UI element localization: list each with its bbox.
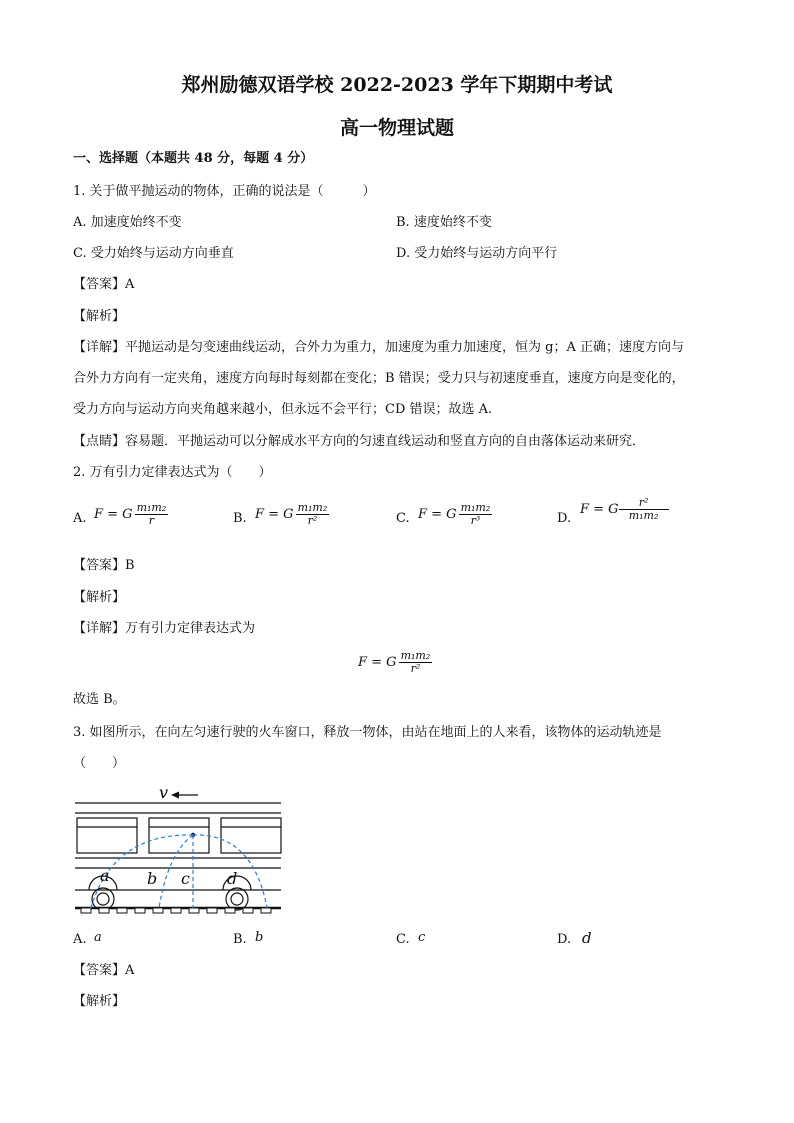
q2-option-a-label: A.	[73, 511, 87, 526]
q2-stem: 2. 万有引力定律表达式为（ ）	[73, 465, 272, 480]
q3-option-c-label: C.	[396, 932, 410, 947]
q3-option-b-label: B.	[233, 932, 247, 947]
numerator: m₁m₂	[400, 649, 431, 662]
denominator: r²	[410, 662, 421, 675]
velocity-arrow-icon	[171, 792, 198, 799]
q3-option-d-value: d	[582, 929, 592, 947]
q1-option-b: B. 速度始终不变	[396, 215, 492, 230]
q2-option-d-label: D.	[557, 511, 572, 526]
formula-lhs: F = G	[255, 507, 294, 522]
q3-analysis: 【解析】	[73, 994, 126, 1009]
q1-analysis: 【解析】	[73, 309, 126, 324]
q1-option-a: A. 加速度始终不变	[73, 215, 182, 230]
q1-answer: 【答案】A	[73, 277, 135, 292]
q3-option-b-value: b	[255, 930, 264, 945]
q1-comment: 【点睛】容易题．平抛运动可以分解成水平方向的匀速直线运动和竖直方向的自由落体运动来研究．	[73, 434, 646, 449]
q1-option-d: D. 受力始终与运动方向平行	[396, 246, 558, 261]
q2-option-c-label: C.	[396, 511, 410, 526]
wheels	[92, 888, 248, 910]
trajectory-c-label: c	[181, 869, 190, 888]
q3-option-d-label: D.	[557, 932, 572, 947]
exam-subtitle: 高一物理试题	[339, 117, 454, 139]
q2-display-formula	[358, 650, 432, 675]
formula-lhs: F = G	[94, 507, 133, 522]
numerator: m₁m₂	[460, 501, 491, 514]
q3-stem-line2: （ ）	[73, 756, 126, 771]
q2-option-c-formula	[418, 502, 492, 527]
denominator: r³	[470, 514, 481, 527]
q2-answer: 【答案】B	[73, 558, 135, 573]
q3-answer: 【答案】A	[73, 963, 135, 978]
formula-lhs: F = G	[358, 655, 397, 670]
q2-option-d-formula	[580, 497, 667, 522]
numerator: m₁m₂	[136, 501, 167, 514]
q2-detail: 【详解】万有引力定律表达式为	[73, 621, 256, 636]
numerator: r²	[619, 497, 669, 510]
sleepers	[81, 908, 271, 913]
section-heading: 一、选择题（本题共 48 分，每题 4 分）	[73, 151, 314, 166]
train-figure	[73, 783, 285, 915]
trajectories	[91, 835, 267, 908]
q3-option-a-value: a	[94, 930, 102, 945]
q1-detail-line2: 合外力方向有一定夹角，速度方向每时每刻都在变化；B 错误；受力只与初速度垂直，速度方向是变化的，	[73, 371, 685, 386]
q2-option-a-formula	[94, 502, 168, 527]
numerator: m₁m₂	[297, 501, 328, 514]
q1-stem: 1. 关于做平抛运动的物体，正确的说法是（ ）	[73, 184, 376, 199]
q1-detail-line1: 【详解】平抛运动是匀变速曲线运动，合外力为重力，加速度为重力加速度，恒为 g；A 正确；速度方向与	[73, 340, 684, 355]
denominator: r²	[307, 514, 318, 527]
denominator: m₁m₂	[628, 509, 659, 522]
q3-option-c-value: c	[418, 930, 426, 945]
formula-lhs: F = G	[580, 502, 619, 517]
formula-lhs: F = G	[418, 507, 457, 522]
exam-title: 郑州励德双语学校 2022-2023 学年下期期中考试	[181, 74, 613, 96]
q2-analysis: 【解析】	[73, 590, 126, 605]
q1-detail-line3: 受力方向与运动方向夹角越来越小，但永远不会平行；CD 错误；故选 A.	[73, 402, 493, 417]
q2-choose: 故选 B。	[73, 692, 126, 707]
q3-option-a-label: A.	[73, 932, 87, 947]
q3-stem-line1: 3. 如图所示，在向左匀速行驶的火车窗口，释放一物体，由站在地面上的人来看，该物体的运动轨迹是	[73, 725, 662, 740]
q1-option-c: C. 受力始终与运动方向垂直	[73, 246, 234, 261]
trajectory-d-label: d	[227, 869, 238, 888]
velocity-label: v	[159, 783, 169, 802]
trajectory-a-label: a	[100, 866, 110, 885]
q2-option-b-label: B.	[233, 511, 247, 526]
q2-option-b-formula	[255, 502, 329, 527]
denominator: r	[148, 514, 155, 527]
trajectory-b-label: b	[147, 869, 158, 888]
